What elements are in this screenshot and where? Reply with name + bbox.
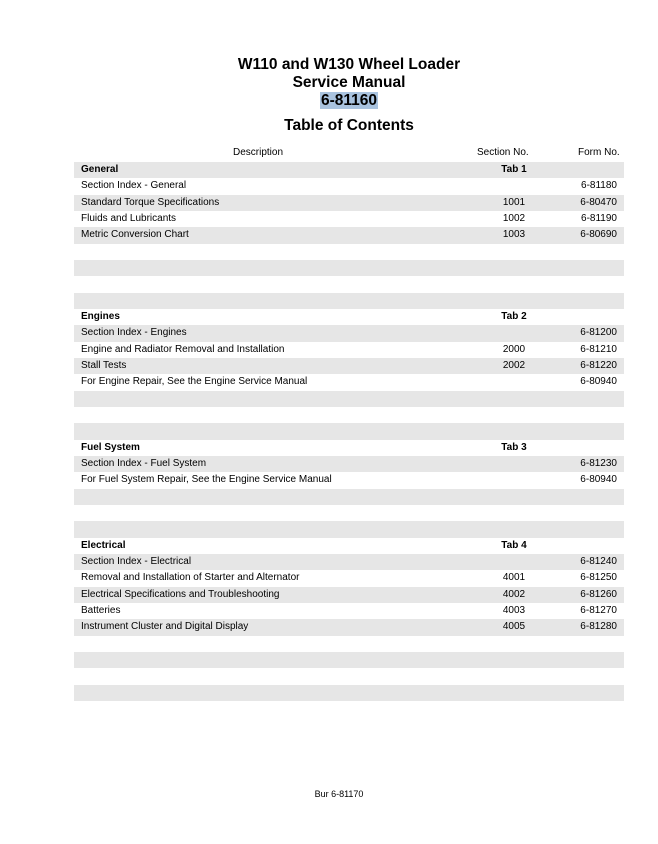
toc-section-row [74, 309, 624, 325]
page-footer: Bur 6-81170 [314, 789, 364, 799]
toc-table [74, 162, 624, 701]
document-title [0, 56, 658, 110]
toc-form-number: 6-81220 [580, 359, 617, 371]
toc-row [74, 325, 624, 341]
toc-blank-row [74, 391, 624, 407]
toc-section-number: Tab 4 [501, 539, 527, 551]
title-line-2: Service Manual [292, 74, 406, 91]
toc-row [74, 456, 624, 472]
toc-section-number: 2000 [502, 343, 526, 355]
toc-description: General [81, 164, 119, 175]
form-number-highlighted[interactable]: 6-81160 [320, 92, 378, 109]
toc-form-number: 6-81260 [580, 588, 617, 600]
toc-blank-row [74, 244, 624, 260]
toc-description: Engines [81, 310, 120, 322]
toc-blank-row [74, 423, 624, 439]
toc-blank-row [74, 685, 624, 701]
toc-blank-row [74, 505, 624, 521]
toc-description: Metric Conversion Chart [81, 229, 189, 241]
toc-form-number: 6-81200 [580, 327, 617, 339]
toc-description: Instrument Cluster and Digital Display [81, 621, 249, 633]
toc-form-number: 6-80690 [580, 229, 617, 241]
toc-form-number: 6-81230 [580, 457, 617, 469]
toc-blank-row [74, 652, 624, 668]
toc-blank-row [74, 276, 624, 292]
toc-row [74, 570, 624, 586]
toc-row [74, 211, 624, 227]
toc-section-number: 4001 [502, 572, 526, 584]
toc-description: Electrical [81, 539, 126, 551]
toc-section-number: Tab 1 [501, 164, 527, 175]
toc-description: Electrical Specifications and Troubleshooting [81, 588, 280, 600]
toc-description: Section Index - Engines [81, 327, 187, 339]
column-header-description: Description [233, 147, 284, 158]
toc-section-number: 4003 [502, 604, 526, 616]
toc-row [74, 195, 624, 211]
toc-description: Removal and Installation of Starter and Alternator [81, 572, 300, 584]
toc-form-number: 6-81280 [580, 621, 617, 633]
toc-section-number: Tab 3 [501, 441, 527, 453]
toc-blank-row [74, 407, 624, 423]
toc-description: Batteries [81, 604, 121, 616]
toc-row [74, 587, 624, 603]
toc-section-row [74, 162, 624, 178]
toc-blank-row [74, 489, 624, 505]
toc-row [74, 374, 624, 390]
toc-form-number: 6-81270 [580, 604, 617, 616]
toc-row [74, 358, 624, 374]
toc-form-number: 6-81240 [580, 555, 617, 567]
toc-description: Engine and Radiator Removal and Installation [81, 343, 285, 355]
toc-description: Fluids and Lubricants [81, 212, 177, 224]
toc-description: Stall Tests [81, 359, 127, 371]
toc-form-number: 6-81210 [580, 343, 617, 355]
toc-section-number: 4002 [502, 588, 526, 600]
toc-form-number: 6-81190 [581, 212, 617, 224]
toc-row [74, 227, 624, 243]
toc-row [74, 342, 624, 358]
toc-section-number: Tab 2 [501, 310, 527, 322]
toc-section-number: 2002 [502, 359, 526, 371]
toc-blank-row [74, 260, 624, 276]
toc-section-number: 4005 [502, 621, 526, 633]
toc-form-number: 6-80940 [580, 376, 617, 388]
toc-row [74, 472, 624, 488]
toc-blank-row [74, 668, 624, 684]
toc-description: Standard Torque Specifications [81, 196, 220, 208]
toc-section-number: 1003 [502, 229, 526, 241]
toc-description: Fuel System [81, 441, 140, 453]
toc-description: Section Index - Electrical [81, 555, 192, 567]
toc-row [74, 603, 624, 619]
toc-row [74, 619, 624, 635]
toc-description: Section Index - General [81, 180, 187, 192]
toc-section-row [74, 538, 624, 554]
toc-form-number: 6-80470 [580, 196, 617, 208]
toc-form-number: 6-80940 [580, 474, 617, 486]
toc-blank-row [74, 293, 624, 309]
toc-section-row [74, 440, 624, 456]
toc-heading: Table of Contents [284, 117, 414, 134]
toc-section-number: 1002 [502, 212, 526, 224]
toc-section-number: 1001 [502, 196, 526, 208]
toc-row [74, 554, 624, 570]
column-header-section: Section No. [477, 147, 529, 158]
toc-description: For Fuel System Repair, See the Engine Service Manual [81, 474, 332, 486]
toc-row [74, 178, 624, 194]
toc-form-number: 6-81250 [580, 572, 617, 584]
toc-description: Section Index - Fuel System [81, 457, 207, 469]
toc-blank-row [74, 521, 624, 537]
column-header-form: Form No. [578, 147, 620, 158]
title-line-1: W110 and W130 Wheel Loader [237, 56, 461, 73]
toc-description: For Engine Repair, See the Engine Service Manual [81, 376, 308, 388]
toc-blank-row [74, 636, 624, 652]
toc-form-number: 6-81180 [581, 180, 617, 192]
